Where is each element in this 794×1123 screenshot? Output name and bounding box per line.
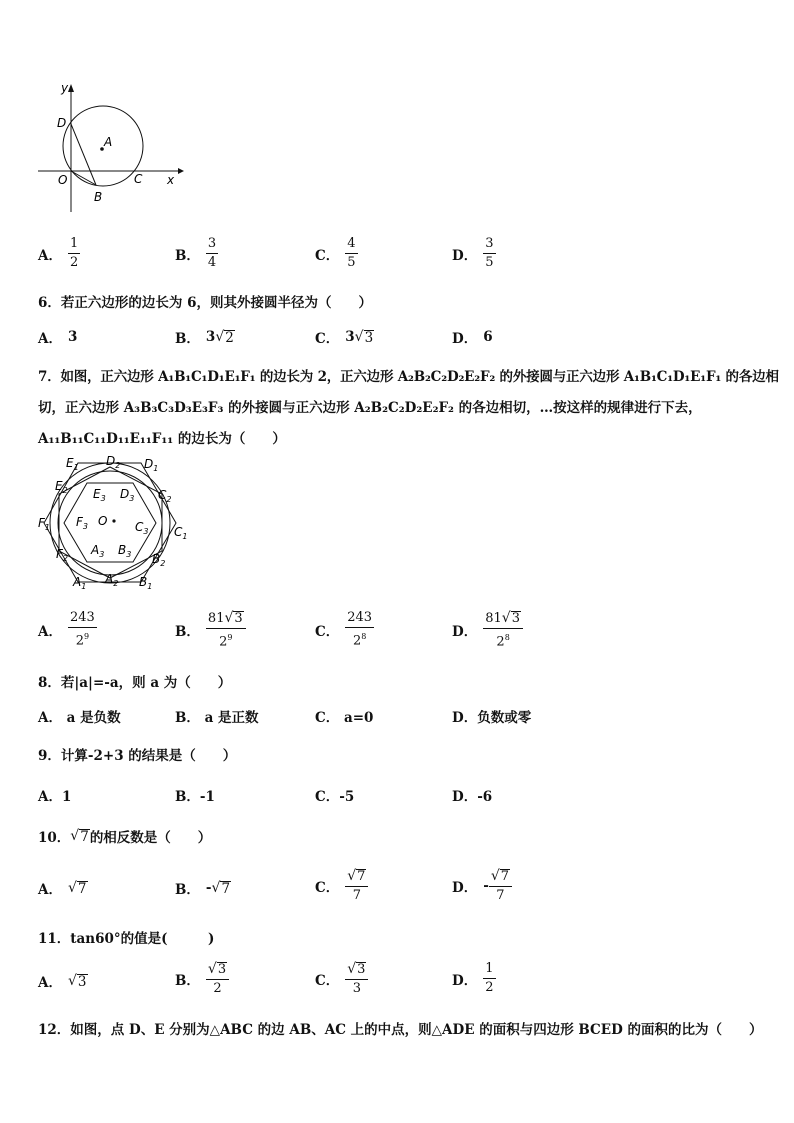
fraction: $\frac{243}{2^9}$ — [69, 610, 95, 649]
fraction: √ 7 7 — [489, 868, 512, 904]
label-a3: $A_3$ — [91, 543, 105, 559]
q9-stem: 9．计算-2+3 的结果是（ ） — [38, 748, 237, 764]
label-e3: $E_3$ — [93, 487, 106, 503]
label-c3: $C_3$ — [135, 520, 149, 536]
q8-option-a[interactable]: A． a 是负数 — [38, 710, 121, 726]
label-b3: $B_3$ — [118, 543, 132, 559]
label-a1: $A_1$ — [73, 575, 87, 590]
q8-option-c[interactable]: C． a=0 — [315, 710, 374, 726]
fraction: 81 √ 3 $2^9$ — [206, 610, 246, 650]
q5-option-b[interactable]: B． $\frac{3}{4}$ — [175, 236, 217, 270]
label-b: B — [94, 190, 103, 204]
label-f1: $F_1$ — [38, 516, 50, 532]
label-c: C — [134, 172, 143, 186]
fraction: $\frac{3}{5}$ — [485, 236, 494, 270]
q9-option-d[interactable]: D．-6 — [452, 789, 493, 805]
q10-option-d[interactable]: D． - √ 7 7 — [452, 868, 512, 904]
fraction: 81 √ 3 $2^8$ — [483, 610, 523, 650]
q10-stem: 10． √ 7 的相反数是（ ） — [38, 828, 212, 846]
label-e1: $E_1$ — [66, 456, 79, 472]
q6-option-c[interactable]: C． 3 √ 3 — [315, 329, 374, 347]
label-f2: $F_2$ — [56, 547, 68, 563]
q9-option-a[interactable]: A．1 — [38, 789, 72, 805]
radical: √ 3 — [354, 329, 374, 346]
segment-ob — [71, 171, 96, 185]
q6-option-b[interactable]: B． 3 √ 2 — [175, 329, 234, 347]
q11-option-a[interactable]: A． √ 3 — [38, 973, 87, 991]
radical: √ 7 — [70, 828, 89, 845]
q6-option-a[interactable]: A． 3 — [38, 329, 78, 347]
label-o: O — [58, 173, 68, 187]
label-f3: $F_3$ — [76, 515, 88, 531]
y-axis-arrow-icon — [68, 84, 74, 92]
q7-option-a[interactable]: A． $\frac{243}{2^9}$ — [38, 610, 95, 649]
fraction: $\frac{243}{2^8}$ — [347, 610, 373, 649]
q9-option-c[interactable]: C．-5 — [315, 789, 355, 805]
q10-option-b[interactable]: B． - √ 7 — [175, 880, 231, 898]
center-o — [112, 519, 115, 522]
q9-option-b[interactable]: B．-1 — [175, 789, 215, 805]
segment-db — [71, 124, 96, 185]
q6-stem: 6．若正六边形的边长为 6，则其外接圆半径为（ ） — [38, 295, 372, 311]
q5-option-d[interactable]: D． $\frac{3}{5}$ — [452, 236, 494, 270]
q7-stem-line1: 7．如图，正六边形 A₁B₁C₁D₁E₁F₁ 的边长为 2，正六边形 A₂B₂C₂D₂E₂F₂ 的外接圆与正六边形 A₁B₁C₁D₁E₁F₁ 的各边相 — [38, 369, 779, 385]
q11-option-b[interactable]: B． √ 3 2 — [175, 961, 229, 997]
q11-stem: 11．tan60°的值是( ) — [38, 931, 215, 947]
q12-stem: 12．如图，点 D、E 分别为△ABC 的边 AB、AC 上的中点，则△ADE 的面积与四边形 BCED 的面积的比为（ ） — [38, 1022, 763, 1038]
fraction: $\frac{3}{4}$ — [207, 236, 217, 270]
radical: √ 2 — [215, 329, 234, 346]
q11-option-c[interactable]: C． √ 3 3 — [315, 961, 368, 997]
label-b2: $B_2$ — [152, 552, 166, 568]
x-axis-arrow-icon — [178, 168, 184, 174]
q7-option-b[interactable]: B． 81 √ 3 $2^9$ — [175, 610, 246, 650]
nested-hexagons-figure — [36, 452, 188, 590]
q5-option-a[interactable]: A． $\frac{1}{2}$ — [38, 236, 79, 270]
q11-option-d[interactable]: D． $\frac{1}{2}$ — [452, 961, 494, 995]
label-d2: $D_2$ — [106, 454, 121, 470]
fraction: √ 3 3 — [345, 961, 368, 997]
label-a: A — [104, 135, 113, 149]
label-d3: $D_3$ — [120, 487, 135, 503]
label-c2: $C_2$ — [158, 488, 172, 504]
q6-option-d[interactable]: D． 6 — [452, 329, 493, 347]
label-d: D — [57, 116, 67, 130]
label-d1: $D_1$ — [144, 457, 159, 473]
q10-option-a[interactable]: A． √ 7 — [38, 880, 87, 898]
q5-option-c[interactable]: C． $\frac{4}{5}$ — [315, 236, 356, 270]
fraction: $\frac{1}{2}$ — [69, 236, 79, 270]
q7-stem-line3: A₁₁B₁₁C₁₁D₁₁E₁₁F₁₁ 的边长为（ ） — [38, 431, 286, 447]
q7-option-d[interactable]: D． 81 √ 3 $2^8$ — [452, 610, 523, 650]
label-x: x — [167, 173, 175, 187]
q10-option-c[interactable]: C． √ 7 7 — [315, 868, 368, 904]
q7-option-c[interactable]: C． $\frac{243}{2^8}$ — [315, 610, 373, 649]
label-c1: $C_1$ — [174, 525, 188, 541]
fraction: √ 7 7 — [345, 868, 368, 904]
fraction: $\frac{1}{2}$ — [485, 961, 494, 995]
circle-coordinate-figure — [34, 80, 184, 215]
q8-stem: 8．若|a|=-a，则 a 为（ ） — [38, 675, 232, 691]
q7-stem-line2: 切，正六边形 A₃B₃C₃D₃E₃F₃ 的外接圆与正六边形 A₂B₂C₂D₂E₂F₂ 的各边相切，…按这样的规律进行下去， — [38, 400, 702, 416]
q8-option-b[interactable]: B． a 是正数 — [175, 710, 259, 726]
q8-option-d[interactable]: D．负数或零 — [452, 710, 532, 726]
label-y: y — [61, 81, 69, 95]
circle-a — [63, 106, 143, 186]
label-o: O — [98, 514, 108, 528]
fraction: $\frac{4}{5}$ — [347, 236, 356, 270]
fraction: √ 3 2 — [206, 961, 229, 997]
label-a2: $A_2$ — [105, 572, 119, 588]
label-e2: $E_2$ — [55, 479, 68, 495]
label-b1: $B_1$ — [139, 575, 153, 590]
